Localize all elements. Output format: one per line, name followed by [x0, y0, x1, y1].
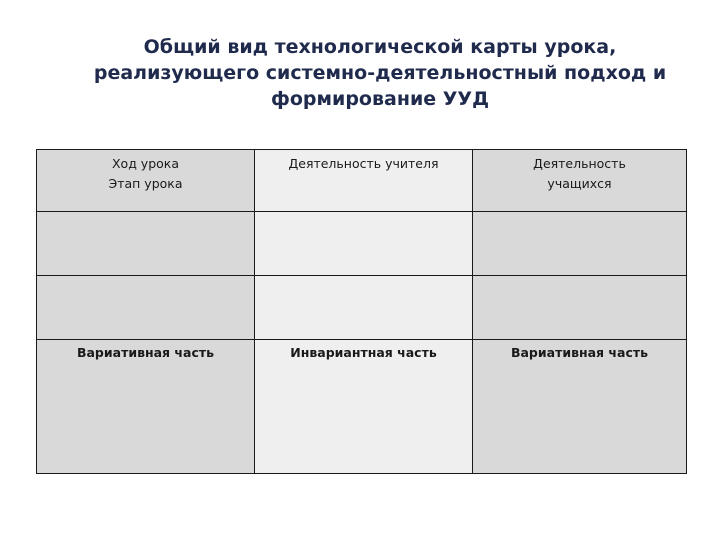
table-row — [37, 212, 687, 276]
header-student-activity-line2: учащихся — [547, 176, 612, 191]
table-header-row — [37, 150, 687, 212]
footer-cell-variable-part-right — [473, 340, 687, 474]
header-teacher-activity: Деятельность учителя — [288, 156, 439, 171]
table-cell — [255, 276, 473, 340]
table-cell — [473, 212, 687, 276]
footer-invariant-label: Инвариантная часть — [290, 345, 437, 360]
lesson-map-table — [36, 149, 687, 474]
header-student-activity-line1: Деятельность — [533, 156, 626, 171]
table-footer-row — [37, 340, 687, 474]
table-row — [37, 276, 687, 340]
slide-title — [60, 34, 700, 112]
footer-variable-label-left: Вариативная часть — [76, 345, 215, 360]
header-lesson-course: Ход урока — [111, 156, 180, 171]
footer-variable-label-right: Вариативная часть — [510, 345, 649, 360]
header-lesson-stage: Этап урока — [108, 176, 183, 191]
title-line-2: реализующего системно-деятельностный подход и — [93, 62, 667, 84]
footer-cell-variable-part-left — [37, 340, 255, 474]
table-cell — [473, 276, 687, 340]
header-cell-student-activity — [473, 150, 687, 212]
table-cell — [37, 212, 255, 276]
footer-cell-invariant-part — [255, 340, 473, 474]
header-cell-lesson-stage — [37, 150, 255, 212]
title-line-3: формирование УУД — [270, 88, 489, 110]
table-cell — [37, 276, 255, 340]
title-line-1: Общий вид технологической карты урока, — [143, 36, 617, 58]
header-cell-teacher-activity — [255, 150, 473, 212]
table-cell — [255, 212, 473, 276]
